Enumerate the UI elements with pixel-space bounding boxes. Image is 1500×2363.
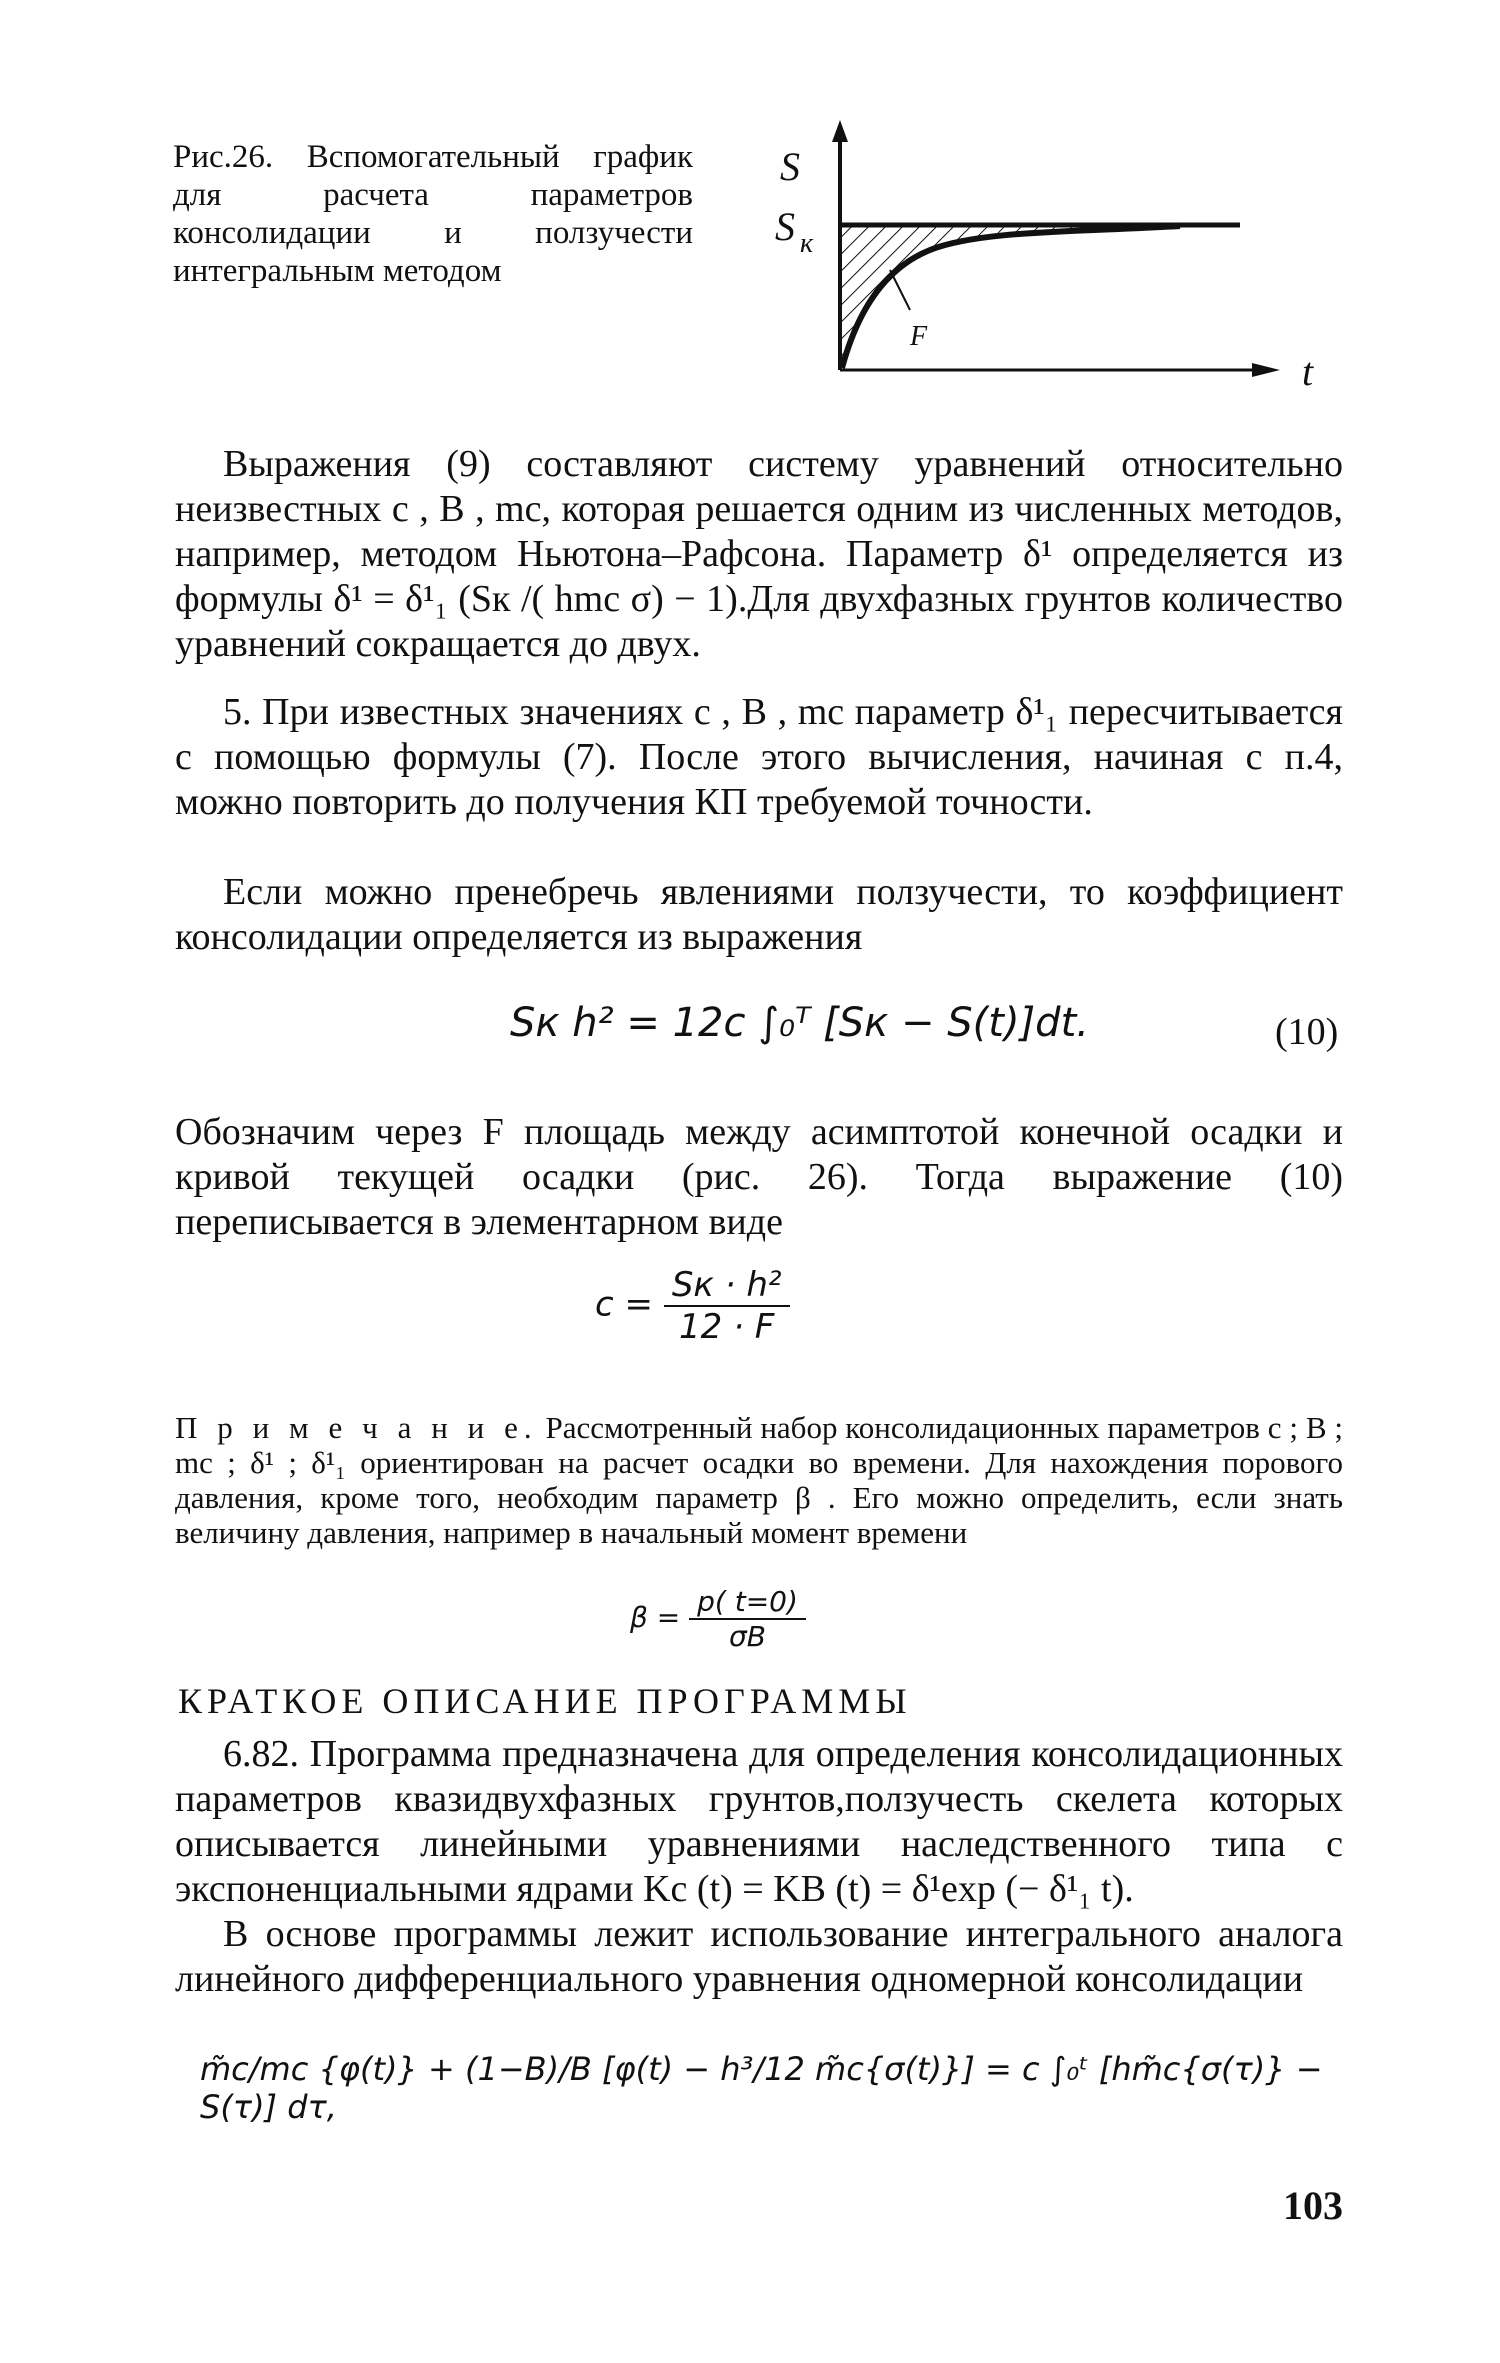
page-number: 103 [1283, 2183, 1343, 2228]
settlement-graph [720, 120, 1340, 400]
paragraph-item-5: 5. При известных значениях c , B , mc параметр δ¹₁ пересчитывается с помощью формулы (7). После этого вычисления, начиная с п.4, можно повторить до получения КП требуемой точности. [175, 691, 1343, 823]
section-heading: КРАТКОЕ ОПИСАНИЕ ПРОГРАММЫ [178, 1681, 912, 1721]
paragraph-no-creep: Если можно пренебречь явлениями ползучести, то коэффициент консолидации определяется из выражения [175, 871, 1343, 958]
y-axis-arrow [832, 120, 848, 142]
paragraph-equations-system: Выражения (9) составляют систему уравнений относительно неизвестных c , B , mc, которая решается одним из численных методов, например, методом Ньютона–Рафсона. Параметр δ¹ определяется из формулы δ¹ = δ¹₁ (Sк /( hmc σ) − 1).Для двухфазных грунтов количество уравнений сокращается до двух. [175, 443, 1343, 665]
area-label: F [910, 321, 928, 352]
x-axis-arrow [1252, 363, 1280, 377]
paragraph-area-f: Обозначим через F площадь между асимптотой конечной осадки и кривой текущей осадки (рис. 26). Тогда выражение (10) переписывается в элементарном виде [175, 1111, 1343, 1243]
paragraph-program-purpose: 6.82. Программа предназначена для определения консолидационных параметров квазидвухфазных грунтов,ползучесть скелета которых описывается линейными уравнениями наследственного типа с экспоненциальными ядрами Kc (t) = KB (t) = δ¹exp (− δ¹₁ t). [175, 1733, 1343, 1910]
note-block [175, 1410, 1343, 1550]
equation-10-number: (10) [1275, 1011, 1339, 1053]
main-consolidation-equation: m̃c/mc {φ(t)} + (1−B)/B [φ(t) − h³/12 m̃c{σ(t)}] = c ∫₀ᵗ [hm̃c{σ(τ)} − S(τ)] dτ, [200, 2050, 1323, 2126]
y-axis-label: S [780, 144, 800, 189]
formula-beta-lhs: β = [630, 1601, 681, 1634]
asymptote-subscript: к [800, 228, 814, 259]
formula-c-denominator: 12 · F [679, 1307, 775, 1347]
note-text: Рассмотренный набор консолидационных параметров c ; B ; mc ; δ¹ ; δ¹₁ ориентирован на расчет осадки во времени. Для нахождения порового давления, кроме того, необходим параметр β . Его можно определить, если знать величину давления, например в начальный момент времени [175, 1410, 1344, 1550]
formula-c [595, 1265, 790, 1347]
equation-10: Sк h² = 12c ∫₀ᵀ [Sк − S(t)]dt. [510, 1000, 1089, 1046]
formula-c-lhs: c = [595, 1284, 653, 1325]
formula-beta-numerator: p( t=0) [689, 1585, 806, 1620]
f-pointer [890, 270, 910, 310]
formula-beta-fraction [689, 1585, 806, 1653]
hatched-area-f [840, 225, 1160, 368]
note-lead: П р и м е ч а н и е. [175, 1410, 538, 1445]
figure-caption: Рис.26. Вспомогательный график для расчета параметров консолидации и ползучести интегральным методом [173, 139, 693, 289]
x-axis-label: t [1302, 349, 1314, 394]
asymptote-label: S [775, 204, 795, 249]
formula-beta-denominator: σB [729, 1620, 767, 1653]
formula-beta [630, 1585, 806, 1653]
formula-c-fraction [664, 1265, 790, 1347]
formula-c-numerator: Sк · h² [664, 1265, 790, 1307]
paragraph-program-basis: В основе программы лежит использование интегрального аналога линейного дифференциального уравнения одномерной консолидации [175, 1913, 1343, 2000]
